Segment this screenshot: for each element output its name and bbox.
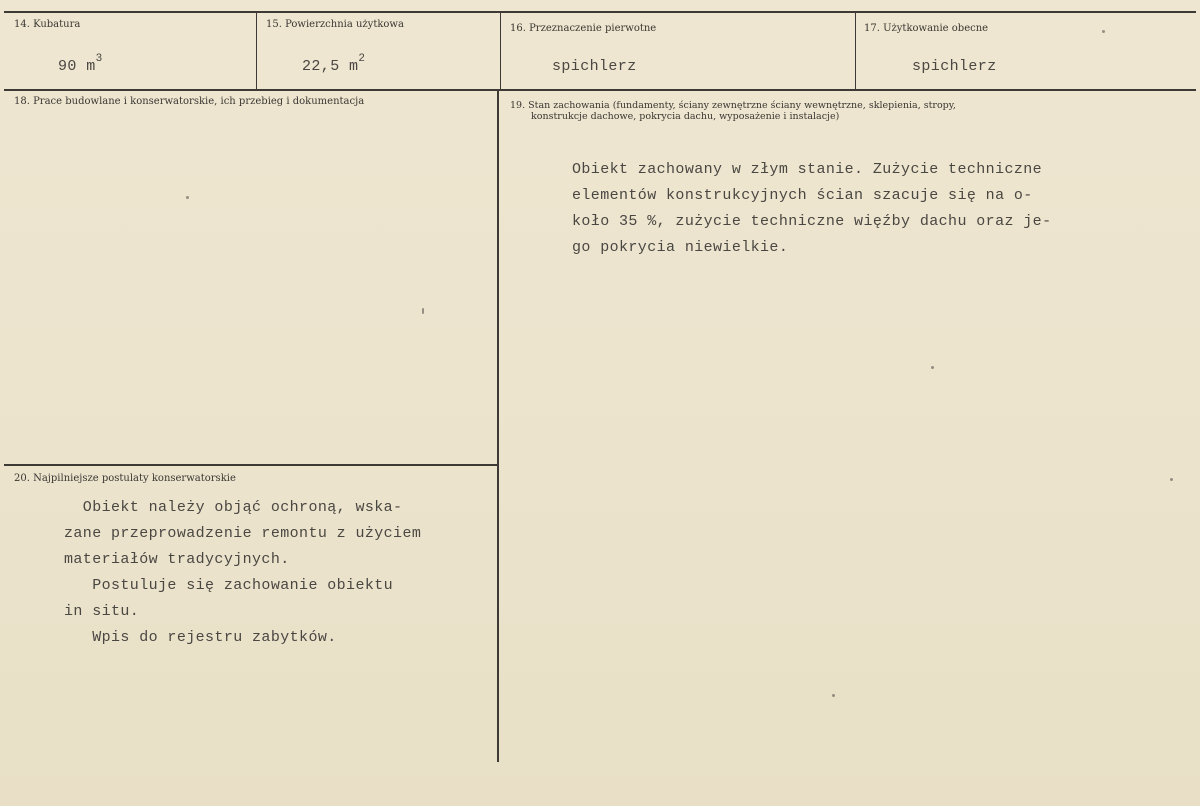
- field-17-label: 17. Użytkowanie obecne: [864, 23, 989, 34]
- field-20-line: Wpis do rejestru zabytków.: [64, 629, 337, 646]
- field-20-label: 20. Najpilniejsze postulaty konserwatorskie: [14, 473, 236, 484]
- paper-speck: [422, 308, 424, 314]
- field-20-text: [64, 495, 421, 651]
- paper-speck: [832, 694, 835, 697]
- field-16-label: 16. Przeznaczenie pierwotne: [510, 23, 657, 34]
- col-divider-main: [497, 90, 499, 762]
- paper-speck: [931, 366, 934, 369]
- field-18-label: 18. Prace budowlane i konserwatorskie, ich przebieg i dokumentacja: [14, 96, 365, 107]
- area-exponent: 2: [358, 53, 366, 65]
- field-16-value: spichlerz: [552, 58, 637, 75]
- field-19-label-line2: konstrukcje dachowe, pokrycia dachu, wyposażenie i instalacje): [531, 111, 840, 122]
- field-20-line: in situ.: [64, 603, 140, 620]
- field-19-line: Obiekt zachowany w złym stanie. Zużycie techniczne: [572, 161, 1043, 178]
- kubatura-value: 90 m: [58, 58, 96, 75]
- field-20-line: Obiekt należy objąć ochroną, wska-: [64, 499, 403, 516]
- section-divider-20: [4, 464, 498, 466]
- field-20-line: Postuluje się zachowanie obiektu: [64, 577, 394, 594]
- field-19-line: koło 35 %, zużycie techniczne więźby dachu oraz je-: [572, 213, 1052, 230]
- field-14-value: [58, 53, 103, 75]
- field-20-line: zane przeprowadzenie remontu z użyciem: [64, 525, 422, 542]
- field-19-line: go pokrycia niewielkie.: [572, 239, 789, 256]
- area-value: 22,5 m: [302, 58, 359, 75]
- paper-speck: [1170, 478, 1173, 481]
- paper-speck: [1102, 30, 1105, 33]
- field-15-label: 15. Powierzchnia użytkowa: [266, 19, 404, 30]
- field-17-value: spichlerz: [912, 58, 997, 75]
- paper-speck: [186, 196, 189, 199]
- col-divider-16-17: [855, 13, 856, 90]
- field-20-line: materiałów tradycyjnych.: [64, 551, 290, 568]
- col-divider-15-16: [500, 13, 501, 90]
- field-19-text: [572, 157, 1051, 261]
- field-19-label-line1: 19. Stan zachowania (fundamenty, ściany zewnętrzne ściany wewnętrzne, sklepienia, stropy,: [510, 100, 956, 111]
- top-rule: [4, 11, 1196, 13]
- row-divider-1: [4, 89, 1196, 91]
- col-divider-14-15: [256, 13, 257, 90]
- field-14-label: 14. Kubatura: [14, 19, 81, 30]
- field-19-line: elementów konstrukcyjnych ścian szacuje się na o-: [572, 187, 1033, 204]
- kubatura-exponent: 3: [95, 53, 103, 65]
- field-15-value: [302, 53, 366, 75]
